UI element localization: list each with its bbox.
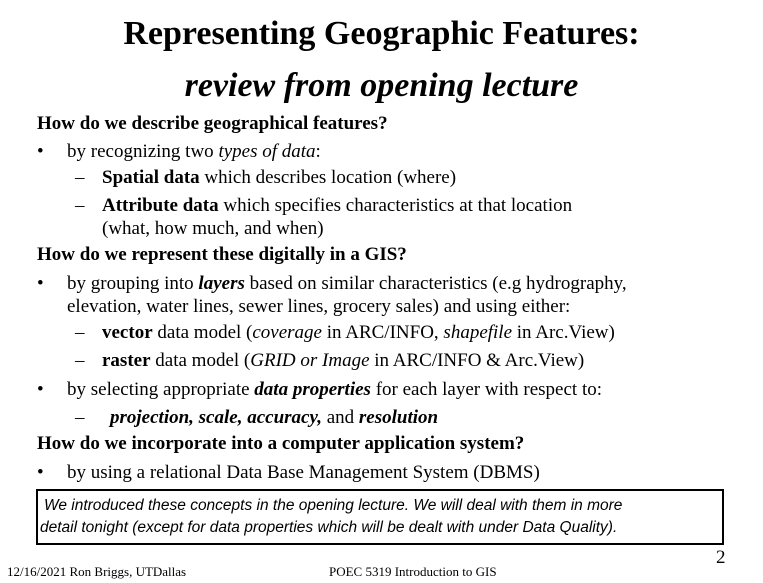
- question-represent: How do we represent these digitally in a GIS?: [37, 244, 407, 265]
- item-vector-model: vector data model (coverage in ARC/INFO, shapefile in Arc.View): [102, 322, 615, 343]
- question-incorporate: How do we incorporate into a computer application system?: [37, 433, 525, 454]
- item-properties-list: projection, scale, accuracy, and resolution: [110, 407, 439, 428]
- bullet-types-of-data: by recognizing two types of data:: [67, 141, 321, 162]
- bullet-layers-cont: elevation, water lines, sewer lines, grocery sales) and using either:: [67, 296, 571, 317]
- dash-icon: –: [75, 322, 85, 343]
- footer-course: POEC 5319 Introduction to GIS: [329, 564, 497, 579]
- item-spatial-data: Spatial data which describes location (where): [102, 167, 457, 188]
- item-attribute-data: Attribute data which specifies characteristics at that location: [102, 195, 573, 216]
- page-number: 2: [716, 547, 726, 568]
- slide-title: Representing Geographic Features:: [123, 15, 640, 52]
- bullet-data-properties: by selecting appropriate data properties for each layer with respect to:: [67, 379, 602, 400]
- bullet-dbms: by using a relational Data Base Management System (DBMS): [67, 462, 540, 483]
- question-describe: How do we describe geographical features?: [37, 113, 388, 134]
- item-raster-model: raster data model (GRID or Image in ARC/INFO & Arc.View): [102, 350, 585, 371]
- bullet-layers: by grouping into layers based on similar characteristics (e.g hydrography,: [67, 273, 627, 294]
- dash-icon: –: [75, 167, 85, 188]
- bullet-icon: •: [37, 462, 44, 483]
- note-line-1: We introduced these concepts in the opening lecture. We will deal with them in more: [44, 497, 623, 514]
- bullet-icon: •: [37, 273, 44, 294]
- item-attribute-data-cont: (what, how much, and when): [102, 218, 324, 239]
- bullet-icon: •: [37, 141, 44, 162]
- note-line-2: detail tonight (except for data properties which will be dealt with under Data Quality).: [40, 519, 618, 536]
- bullet-icon: •: [37, 379, 44, 400]
- dash-icon: –: [75, 195, 85, 216]
- footer-date-author: 12/16/2021 Ron Briggs, UTDallas: [7, 564, 187, 579]
- slide-subtitle: review from opening lecture: [184, 67, 579, 104]
- note-box: [36, 489, 724, 545]
- dash-icon: –: [75, 407, 85, 428]
- dash-icon: –: [75, 350, 85, 371]
